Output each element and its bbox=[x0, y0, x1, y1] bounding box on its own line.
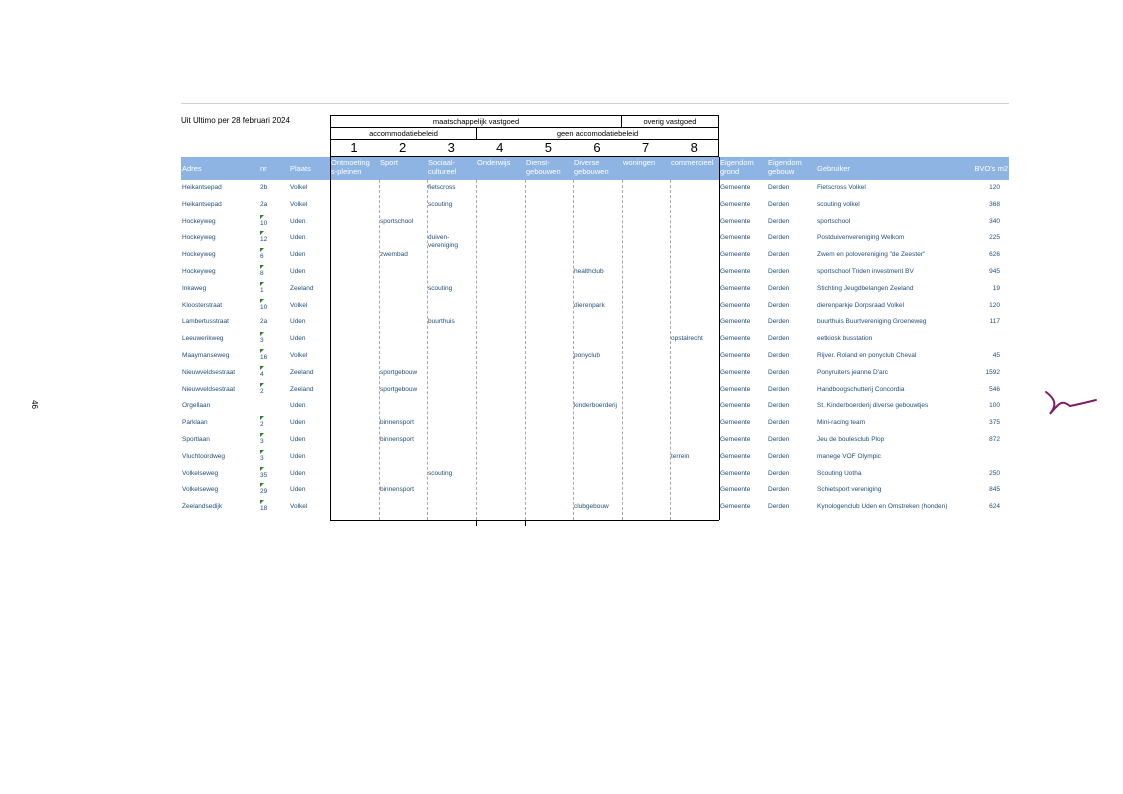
cell-gebruiker: Scouting Uotha bbox=[817, 469, 862, 477]
cell-adres: Volkelseweg bbox=[182, 486, 219, 494]
cell-egb: Derden bbox=[768, 452, 790, 460]
cell-c3: scouting bbox=[428, 200, 453, 208]
cell-adres: Orgellaan bbox=[182, 402, 211, 410]
cell-gebruiker: dierenparkje Dorpsraad Volkel bbox=[817, 301, 905, 309]
cell-plaats: Uden bbox=[290, 335, 306, 343]
cell-plaats: Volkel bbox=[290, 503, 308, 511]
bottom-tick bbox=[476, 520, 477, 526]
header-egb: Eigendom gebouw bbox=[768, 158, 802, 176]
cell-bvo: 340 bbox=[989, 217, 1000, 225]
cell-plaats: Volkel bbox=[290, 184, 308, 191]
cell-bvo: 1592 bbox=[985, 368, 1000, 376]
cell-nr: 3 bbox=[260, 438, 264, 445]
cell-gebruiker: Ponyruiters jeanne D'arc bbox=[817, 368, 888, 376]
column-divider bbox=[622, 180, 623, 520]
cell-bvo: 120 bbox=[989, 184, 1000, 191]
cell-c2: sportschool bbox=[380, 217, 414, 225]
cell-egb: Derden bbox=[768, 217, 790, 225]
cell-c2: sportgebouw bbox=[380, 385, 418, 393]
cell-c2: binnensport bbox=[380, 436, 414, 443]
cell-nr: 10 bbox=[260, 219, 268, 227]
cell-bvo: 120 bbox=[989, 301, 1000, 309]
comment-flag-icon bbox=[260, 383, 264, 387]
cell-eg: Gemeente bbox=[720, 217, 751, 225]
cell-adres: Maaymanseweg bbox=[182, 352, 230, 359]
category-number-5: 5 bbox=[544, 140, 552, 155]
cell-c3: fietscross bbox=[428, 184, 456, 191]
comment-flag-icon bbox=[260, 215, 264, 219]
cell-gebruiker: buurthuis Buurtvereniging Groeneweg bbox=[817, 318, 927, 326]
comment-flag-icon bbox=[260, 265, 264, 269]
cell-egb: Derden bbox=[768, 486, 790, 494]
cell-egb: Derden bbox=[768, 402, 790, 410]
cell-nr: 29 bbox=[260, 488, 268, 496]
cell-c3: scouting bbox=[428, 469, 453, 477]
cell-adres: Lambertusstraat bbox=[182, 318, 229, 326]
column-divider bbox=[670, 180, 671, 520]
cell-plaats: Uden bbox=[290, 251, 306, 259]
cell-eg: Gemeente bbox=[720, 469, 751, 477]
cell-adres: Hockeyweg bbox=[182, 268, 216, 275]
comment-flag-icon bbox=[260, 248, 264, 252]
cell-nr: 8 bbox=[260, 270, 264, 277]
cell-gebruiker: St. Kinderboerderij diverse gebouwtjes bbox=[817, 402, 929, 410]
cell-adres: Volkelseweg bbox=[182, 469, 219, 477]
cell-adres: Vluchtoordweg bbox=[182, 452, 225, 460]
cell-egb: Derden bbox=[768, 436, 790, 443]
header-nr: nr bbox=[260, 164, 267, 173]
cell-plaats: Zeeland bbox=[290, 284, 314, 292]
cell-eg: Gemeente bbox=[720, 503, 751, 511]
cell-eg: Gemeente bbox=[720, 184, 751, 191]
comment-flag-icon bbox=[260, 349, 264, 353]
comment-flag-icon bbox=[260, 299, 264, 303]
cell-nr: 6 bbox=[260, 253, 264, 261]
cell-eg: Gemeente bbox=[720, 318, 751, 326]
cell-adres: Hockeyweg bbox=[182, 251, 216, 259]
cell-adres: Heikantsepad bbox=[182, 184, 222, 191]
cell-eg: Gemeente bbox=[720, 335, 751, 343]
cell-gebruiker: sportschool bbox=[817, 217, 851, 225]
cell-nr: 2a bbox=[260, 200, 268, 208]
cell-plaats: Uden bbox=[290, 486, 306, 494]
cell-egb: Derden bbox=[768, 419, 790, 427]
cell-gebruiker: scouting volkel bbox=[817, 200, 860, 208]
cell-plaats: Uden bbox=[290, 419, 306, 427]
cell-adres: Parklaan bbox=[182, 419, 208, 427]
category-number-1: 1 bbox=[350, 140, 358, 155]
cell-gebruiker: sportschool Triden investment BV bbox=[817, 268, 914, 275]
cell-egb: Derden bbox=[768, 268, 790, 275]
cell-c6: healthclub bbox=[574, 268, 604, 275]
category-number-4: 4 bbox=[496, 140, 504, 155]
cell-plaats: Volkel bbox=[290, 352, 308, 359]
cell-c8: opstalrecht bbox=[671, 335, 703, 343]
cell-c2: binnensport bbox=[380, 486, 414, 494]
cell-eg: Gemeente bbox=[720, 419, 751, 427]
cell-gebruiker: Postduivenvereniging Welkom bbox=[817, 234, 905, 242]
header-c3: Sociaal-cultureel bbox=[428, 158, 457, 176]
cell-eg: Gemeente bbox=[720, 234, 751, 242]
cell-egb: Derden bbox=[768, 368, 790, 376]
column-divider bbox=[573, 180, 574, 520]
cell-egb: Derden bbox=[768, 335, 790, 343]
cell-eg: Gemeente bbox=[720, 402, 751, 410]
comment-flag-icon bbox=[260, 332, 264, 336]
page-number: 46 bbox=[29, 400, 39, 409]
cell-egb: Derden bbox=[768, 251, 790, 259]
cell-egb: Derden bbox=[768, 385, 790, 393]
group-accommodatie: accommodatiebeleid bbox=[330, 127, 477, 140]
signature-mark bbox=[1040, 388, 1100, 418]
header-eg: Eigendom grond bbox=[720, 158, 754, 176]
comment-flag-icon bbox=[260, 416, 264, 420]
cell-adres: Inkaweg bbox=[182, 284, 207, 292]
category-box-edge bbox=[330, 157, 331, 520]
cell-nr: 3 bbox=[260, 454, 264, 462]
cell-egb: Derden bbox=[768, 284, 790, 292]
cell-adres: Nieuwveldsestraat bbox=[182, 385, 236, 393]
cell-bvo: 117 bbox=[989, 318, 1000, 326]
cell-adres: Hockeyweg bbox=[182, 234, 216, 242]
cell-nr: 12 bbox=[260, 236, 268, 244]
header-adres: Adres bbox=[182, 164, 202, 173]
cell-c3: scouting bbox=[428, 284, 453, 292]
cell-eg: Gemeente bbox=[720, 452, 751, 460]
category-number-7: 7 bbox=[641, 140, 650, 155]
cell-nr: 16 bbox=[260, 354, 268, 361]
cell-eg: Gemeente bbox=[720, 268, 751, 275]
cell-plaats: Uden bbox=[290, 469, 306, 477]
cell-plaats: Volkel bbox=[290, 200, 308, 208]
cell-gebruiker: Mini-racing team bbox=[817, 419, 866, 427]
cell-bvo: 250 bbox=[989, 469, 1000, 477]
cell-gebruiker: Stichting Jeugdbelangen Zeeland bbox=[817, 284, 914, 292]
cell-nr: 3 bbox=[260, 337, 264, 345]
cell-egb: Derden bbox=[768, 352, 790, 359]
cell-nr: 2b bbox=[260, 184, 268, 191]
cell-adres: Zeelandsedijk bbox=[182, 503, 223, 511]
cell-nr: 2a bbox=[260, 318, 268, 326]
cell-adres: Kloosterstraat bbox=[182, 301, 223, 309]
top-rule bbox=[181, 103, 1009, 104]
header-c8: commercieel bbox=[671, 158, 714, 167]
cell-nr: 10 bbox=[260, 303, 268, 311]
cell-gebruiker: manege VOF Olympic bbox=[817, 452, 881, 460]
cell-egb: Derden bbox=[768, 184, 790, 191]
cell-nr: 18 bbox=[260, 505, 268, 513]
cell-bvo: 45 bbox=[992, 352, 1000, 359]
cell-nr: 35 bbox=[260, 471, 268, 479]
cell-bvo: 19 bbox=[992, 284, 1000, 292]
cell-bvo: 872 bbox=[989, 436, 1000, 443]
header-c6: Diverse gebouwen bbox=[574, 158, 609, 176]
cell-eg: Gemeente bbox=[720, 301, 751, 309]
cell-eg: Gemeente bbox=[720, 284, 751, 292]
comment-flag-icon bbox=[260, 366, 264, 370]
cell-gebruiker: Fietscross Volkel bbox=[817, 184, 866, 191]
comment-flag-icon bbox=[260, 500, 264, 504]
cell-egb: Derden bbox=[768, 200, 790, 208]
cell-egb: Derden bbox=[768, 234, 790, 242]
column-divider bbox=[379, 180, 380, 520]
cell-bvo: 945 bbox=[989, 268, 1000, 275]
cell-eg: Gemeente bbox=[720, 251, 751, 259]
cell-gebruiker: Handboogschutterij Concordia bbox=[817, 385, 905, 393]
bottom-tick bbox=[525, 520, 526, 526]
cell-plaats: Uden bbox=[290, 234, 306, 242]
cell-egb: Derden bbox=[768, 301, 790, 309]
cell-bvo: 546 bbox=[989, 385, 1000, 393]
group-geen-accommodatie: geen accomodatiebeleid bbox=[476, 127, 719, 140]
cell-gebruiker: eetkiosk busstation bbox=[817, 335, 873, 343]
cell-c2: zwembad bbox=[380, 251, 408, 259]
cell-c3: buurthuis bbox=[428, 318, 455, 326]
cell-bvo: 100 bbox=[989, 402, 1000, 410]
cell-adres: Hockeyweg bbox=[182, 217, 216, 225]
cell-adres: Heikantsepad bbox=[182, 200, 222, 208]
category-number-3: 3 bbox=[447, 140, 455, 155]
cell-eg: Gemeente bbox=[720, 385, 751, 393]
cell-eg: Gemeente bbox=[720, 436, 751, 443]
cell-plaats: Uden bbox=[290, 268, 306, 275]
cell-plaats: Zeeland bbox=[290, 385, 314, 393]
header-c4: Onderwijs bbox=[477, 158, 511, 167]
group-maatschappelijk: maatschappelijk vastgoed bbox=[330, 115, 622, 128]
cell-bvo: 375 bbox=[989, 419, 1000, 427]
group-overig: overig vastgoed bbox=[621, 115, 719, 128]
cell-c6: dierenpark bbox=[574, 301, 605, 309]
cell-bvo: 624 bbox=[989, 503, 1000, 511]
cell-gebruiker: Rijver. Roland en ponyclub Cheval bbox=[817, 352, 917, 359]
column-divider bbox=[476, 180, 477, 520]
cell-eg: Gemeente bbox=[720, 352, 751, 359]
cell-gebruiker: Schietsport vereniging bbox=[817, 486, 882, 494]
cell-c3: duiven-vereniging bbox=[428, 234, 458, 250]
header-c5: Dienst-gebouwen bbox=[526, 158, 561, 176]
header-c7: woningen bbox=[623, 158, 656, 167]
comment-flag-icon bbox=[260, 467, 264, 471]
cell-bvo: 225 bbox=[989, 234, 1000, 242]
cell-bvo: 845 bbox=[989, 486, 1000, 494]
cell-eg: Gemeente bbox=[720, 486, 751, 494]
document-title: Uit Ultimo per 28 februari 2024 bbox=[181, 116, 290, 125]
cell-adres: Leeuwerikweg bbox=[182, 335, 224, 343]
cell-plaats: Uden bbox=[290, 436, 306, 443]
cell-c6: ponyclub bbox=[574, 352, 601, 359]
category-number-8: 8 bbox=[690, 140, 698, 155]
cell-bvo: 626 bbox=[989, 251, 1000, 259]
cell-gebruiker: Kynologenclub Uden en Omstreken (honden) bbox=[817, 503, 948, 511]
cell-nr: 2 bbox=[260, 421, 264, 429]
cell-c6: clubgebouw bbox=[574, 503, 609, 511]
header-c1: Ontmoeting s-pleinen bbox=[331, 158, 370, 176]
category-number-2: 2 bbox=[398, 140, 407, 155]
cell-eg: Gemeente bbox=[720, 368, 751, 376]
cell-egb: Derden bbox=[768, 503, 790, 511]
cell-plaats: Zeeland bbox=[290, 368, 314, 376]
cell-adres: Sportlaan bbox=[182, 436, 210, 443]
cell-nr: 4 bbox=[260, 370, 264, 378]
cell-egb: Derden bbox=[768, 469, 790, 477]
header-plaats: Plaats bbox=[290, 164, 311, 173]
cell-plaats: Uden bbox=[290, 452, 306, 460]
comment-flag-icon bbox=[260, 282, 264, 286]
cell-plaats: Uden bbox=[290, 402, 306, 410]
comment-flag-icon bbox=[260, 433, 264, 437]
cell-plaats: Uden bbox=[290, 318, 306, 326]
cell-nr: 1 bbox=[260, 286, 264, 294]
cell-gebruiker: Zwem en polovereniging "de Zeester" bbox=[817, 251, 926, 259]
cell-plaats: Uden bbox=[290, 217, 306, 225]
cell-c2: binnensport bbox=[380, 419, 414, 427]
cell-egb: Derden bbox=[768, 318, 790, 326]
cell-adres: Nieuwveldsestraat bbox=[182, 368, 236, 376]
comment-flag-icon bbox=[260, 231, 264, 235]
cell-gebruiker: Jeu de boulesclub Plop bbox=[817, 436, 885, 443]
comment-flag-icon bbox=[260, 483, 264, 487]
cell-nr: 2 bbox=[260, 387, 264, 395]
cell-c2: sportgebouw bbox=[380, 368, 418, 376]
cell-plaats: Volkel bbox=[290, 301, 308, 309]
header-c2: Sport bbox=[380, 158, 398, 167]
cell-c6: kinderboerderij bbox=[574, 402, 617, 410]
header-gebruiker: Gebruiker bbox=[817, 164, 850, 173]
header-bvo: BVO's m2 bbox=[974, 164, 1008, 173]
column-divider bbox=[525, 180, 526, 520]
cell-bvo: 368 bbox=[989, 200, 1000, 208]
comment-flag-icon bbox=[260, 450, 264, 454]
category-number-6: 6 bbox=[593, 140, 601, 155]
cell-eg: Gemeente bbox=[720, 200, 751, 208]
cell-c8: terrein bbox=[671, 452, 690, 460]
